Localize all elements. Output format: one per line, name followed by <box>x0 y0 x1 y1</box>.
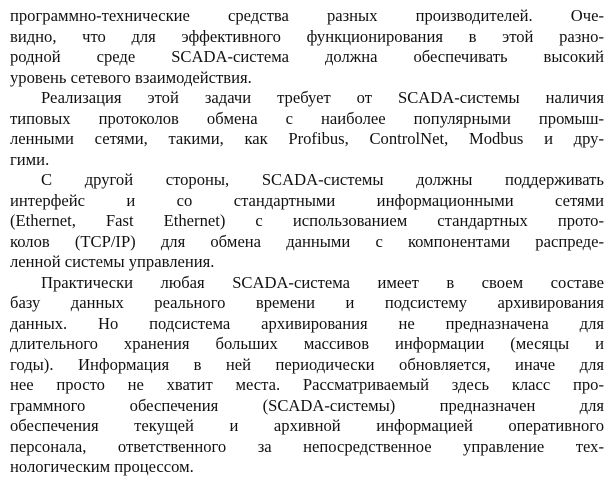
text-line: С другой стороны, SCADA-системы должны поддерживать <box>41 170 604 189</box>
text-line: (Ethernet, Fast Ethernet) с использованием стандартных прото- <box>10 211 604 230</box>
text-line: граммного обеспечения (SCADA-системы) предназначен для <box>10 395 604 415</box>
text-line: нологическим процессом. <box>10 457 194 476</box>
text-line: нее просто не хватит места. Рассматриваемый здесь класс про- <box>10 375 604 394</box>
text-line: программно-технические средства разных производителей. Оче- <box>10 6 604 25</box>
document-page <box>10 6 604 478</box>
text-line: видно, что для эффективного функционирования в этой разно- <box>10 26 604 46</box>
text-line: базу данных реального времени и подсистему архивирования <box>10 293 604 312</box>
paragraph-4 <box>10 273 604 478</box>
text-line: гими. <box>10 149 50 169</box>
paragraph-2 <box>10 88 604 170</box>
text-line: типовых протоколов обмена с наиболее популярными промыш- <box>10 108 604 128</box>
paragraph-1 <box>10 6 604 88</box>
text-line: колов (TCP/IP) для обмена данными с компонентами распреде- <box>10 231 604 251</box>
text-line: длительного хранения больших массивов информации (месяцы и <box>10 334 604 353</box>
text-line: обеспечения текущей и архивной информацией оперативного <box>10 416 604 435</box>
text-line: годы). Информация в ней периодически обновляется, иначе для <box>10 354 604 374</box>
text-line: интерфейс и со стандартными информационными сетями <box>10 190 604 210</box>
text-line: Практически любая SCADA-система имеет в своем составе <box>41 272 604 292</box>
paragraph-3 <box>10 170 604 273</box>
text-line: Реализация этой задачи требует от SCADA-системы наличия <box>41 88 604 107</box>
text-line: ленной системы управления. <box>10 252 215 271</box>
text-line: ленными сетями, такими, как Profibus, ControlNet, Modbus и дру- <box>10 129 604 148</box>
text-line: данных. Но подсистема архивирования не предназначена для <box>10 313 604 333</box>
text-line: родной среде SCADA-система должна обеспечивать высокий <box>10 47 604 66</box>
text-line: персонала, ответственного за непосредственное управление тех- <box>10 436 604 456</box>
text-line: уровень сетевого взаимодействия. <box>10 67 252 87</box>
